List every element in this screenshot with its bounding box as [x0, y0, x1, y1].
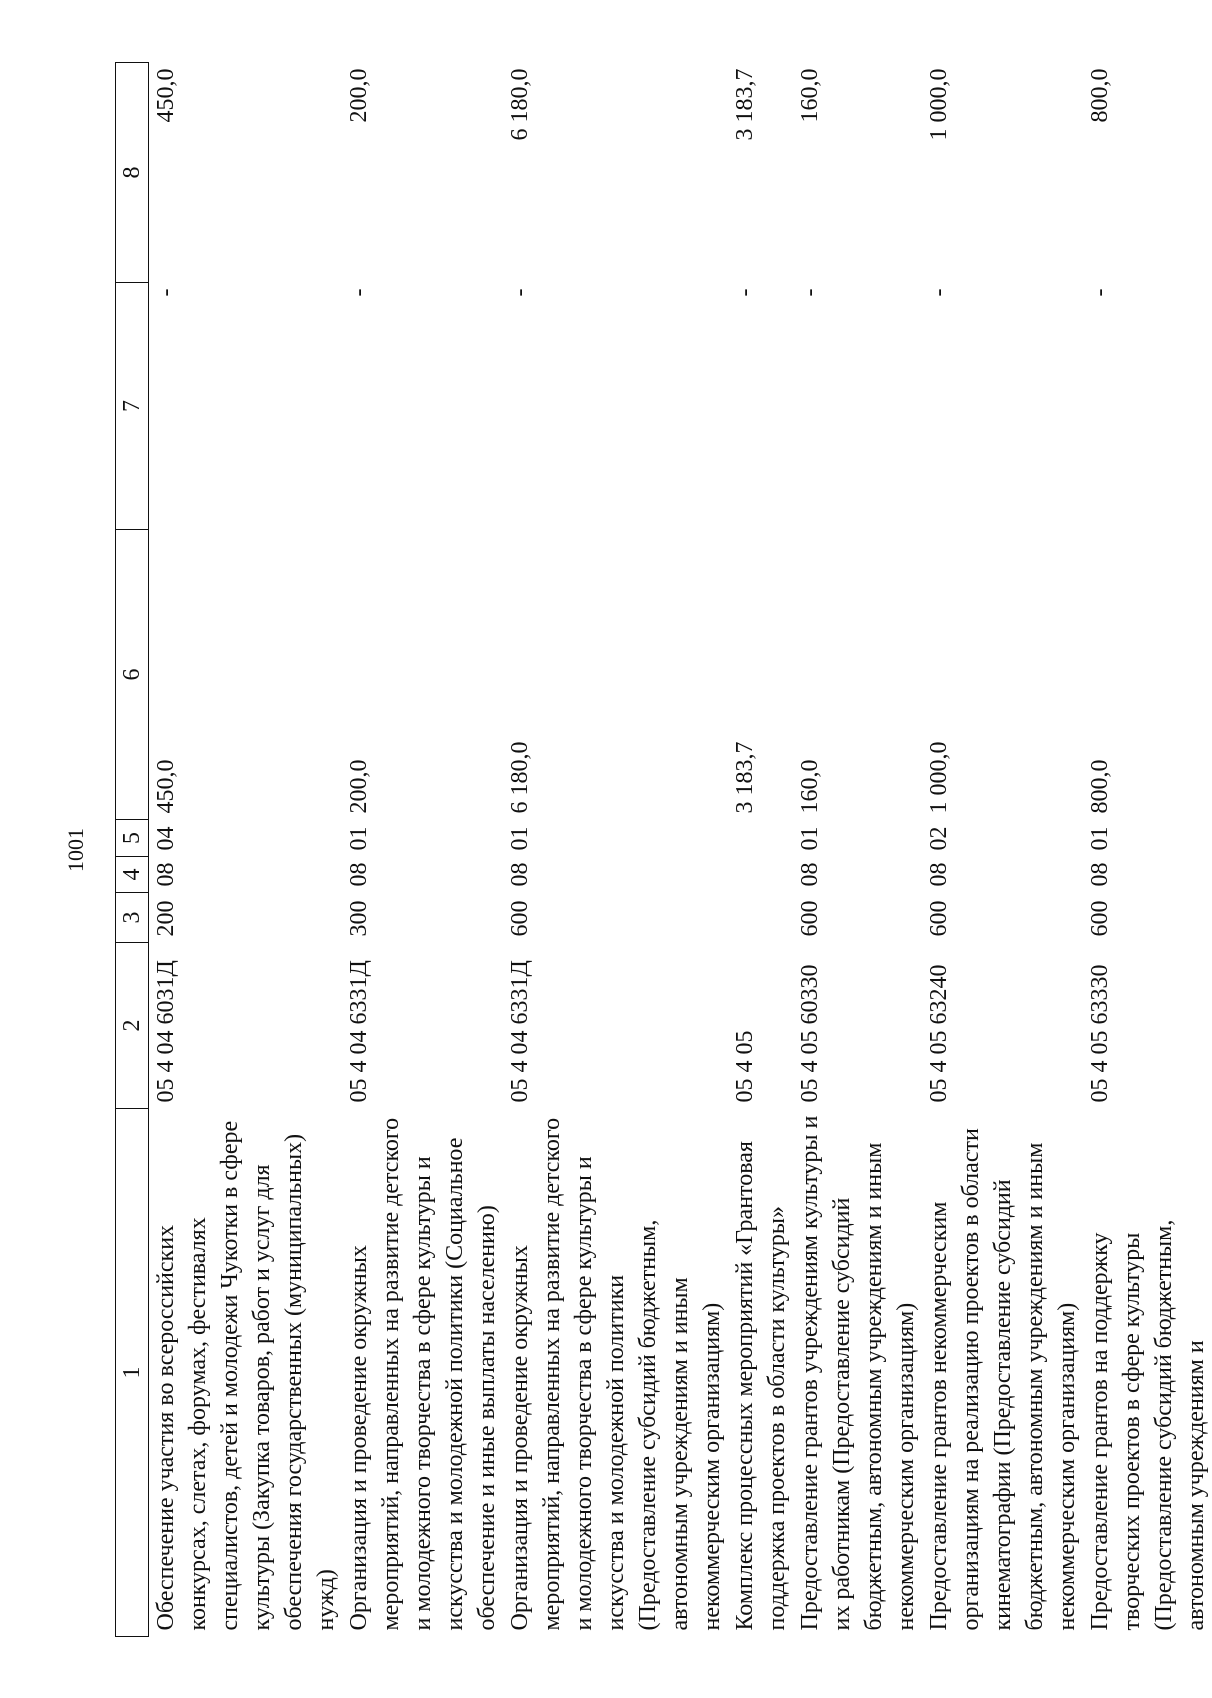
target-article-code: 05 4 05 60330 — [797, 964, 823, 1103]
amount-col-8: 160,0 — [797, 68, 823, 123]
subsection-code: 01 — [1087, 826, 1113, 851]
amount-col-7: - — [346, 288, 372, 297]
amount: 6 180,0 — [507, 741, 533, 814]
subsection-code: 01 — [507, 826, 533, 851]
rotated-page — [63, 63, 1209, 1637]
section-code — [728, 857, 793, 893]
section-code: 08 — [1087, 862, 1113, 887]
expense-type: 600 — [797, 900, 823, 937]
table-row — [922, 63, 1083, 1637]
target-article-code: 05 4 05 63240 — [926, 964, 952, 1103]
expense-type: 600 — [507, 900, 533, 937]
amount-col-7: - — [1087, 288, 1113, 297]
table-row — [1083, 63, 1212, 1637]
amount: 450,0 — [153, 759, 179, 814]
expense-type: 300 — [346, 900, 372, 937]
section-code: 08 — [926, 862, 952, 887]
subsection-code — [728, 820, 793, 857]
amount-col-8: 3 183,7 — [732, 68, 758, 141]
row-name: Предоставление грантов некоммерческим организациям на реализацию проектов в области кинематографии (Предоставление субсидий бюджетным, автономным учреждениям и иным некоммерческим организациям) — [926, 1128, 1080, 1631]
amount: 160,0 — [797, 759, 823, 814]
target-article-code: 05 4 04 6331Д — [346, 960, 372, 1103]
amount: 800,0 — [1087, 759, 1113, 814]
amount-col-8: 800,0 — [1087, 68, 1113, 123]
amount-col-7: - — [926, 288, 952, 297]
row-name: Организация и проведение окружных мероприятий, направленных на развитие детского и молодежного творчества в сфере культуры и искусства и молодежной политики (Предоставление субсидий бюджетным, автономным учреждениям и иным некоммерческим организациям) — [507, 1117, 725, 1631]
row-name: Организация и проведение окружных мероприятий, направленных на развитие детского и молодежного творчества в сфере культуры и искусства и молодежной политики (Социальное обеспечение и иные выплаты населению) — [346, 1117, 500, 1631]
amount-col-8: 6 180,0 — [507, 68, 533, 141]
section-code: 08 — [346, 862, 372, 887]
header-col-1: 1 — [116, 1109, 149, 1637]
target-article-code: 05 4 04 6331Д — [507, 960, 533, 1103]
row-name: Комплекс процессных мероприятий «Грантовая поддержка проектов в области культуры» — [732, 1141, 790, 1631]
section-code: 08 — [153, 862, 179, 887]
header-col-3: 3 — [116, 893, 149, 943]
header-col-6: 6 — [116, 530, 149, 820]
header-col-4: 4 — [116, 857, 149, 893]
header-row — [116, 63, 149, 1637]
amount-col-7: - — [732, 288, 758, 297]
amount-col-8: 200,0 — [346, 68, 372, 123]
target-article-code: 05 4 05 63330 — [1087, 964, 1113, 1103]
table-row — [793, 63, 922, 1637]
amount-col-7: - — [507, 288, 533, 297]
table-row — [149, 63, 343, 1637]
section-code: 08 — [507, 862, 533, 887]
amount: 1 000,0 — [926, 741, 952, 814]
row-name: Предоставление грантов на поддержку творческих проектов в сфере культуры (Предоставление субсидий бюджетным, автономным учреждениям и — [1087, 1219, 1209, 1631]
header-col-5: 5 — [116, 820, 149, 857]
header-col-2: 2 — [116, 943, 149, 1109]
subsection-code: 02 — [926, 826, 952, 851]
amount-col-8: 1 000,0 — [926, 68, 952, 141]
subsection-code: 01 — [797, 826, 823, 851]
table-row — [728, 63, 793, 1637]
expense-type: 200 — [153, 900, 179, 937]
amount-col-7: - — [153, 288, 179, 297]
amount: 200,0 — [346, 759, 372, 814]
section-code: 08 — [797, 862, 823, 887]
expense-type — [728, 893, 793, 943]
expense-type: 600 — [926, 900, 952, 937]
expense-type: 600 — [1087, 900, 1113, 937]
table-row — [342, 63, 503, 1637]
row-name: Обеспечение участия во всероссийских конкурсах, слетах, форумах, фестивалях специалистов, детей и молодежи Чукотки в сфере культуры (Закупка товаров, работ и услуг для обеспечения государственных (муниципальных) нужд) — [153, 1120, 339, 1631]
header-col-8: 8 — [116, 63, 149, 283]
table-row — [503, 63, 728, 1637]
amount-col-8: 450,0 — [153, 68, 179, 123]
row-name: Предоставление грантов учреждениям культуры и их работникам (Предоставление субсидий бюджетным, автономным учреждениям и иным некоммерческим организациям) — [797, 1115, 919, 1631]
target-article-code: 05 4 05 — [732, 1030, 758, 1103]
budget-table — [115, 62, 1212, 1637]
header-col-7: 7 — [116, 283, 149, 530]
subsection-code: 01 — [346, 826, 372, 851]
amount-col-7: - — [797, 288, 823, 297]
amount: 3 183,7 — [732, 741, 758, 814]
subsection-code: 04 — [153, 826, 179, 851]
target-article-code: 05 4 04 6031Д — [153, 960, 179, 1103]
page-number: 1001 — [63, 828, 88, 872]
